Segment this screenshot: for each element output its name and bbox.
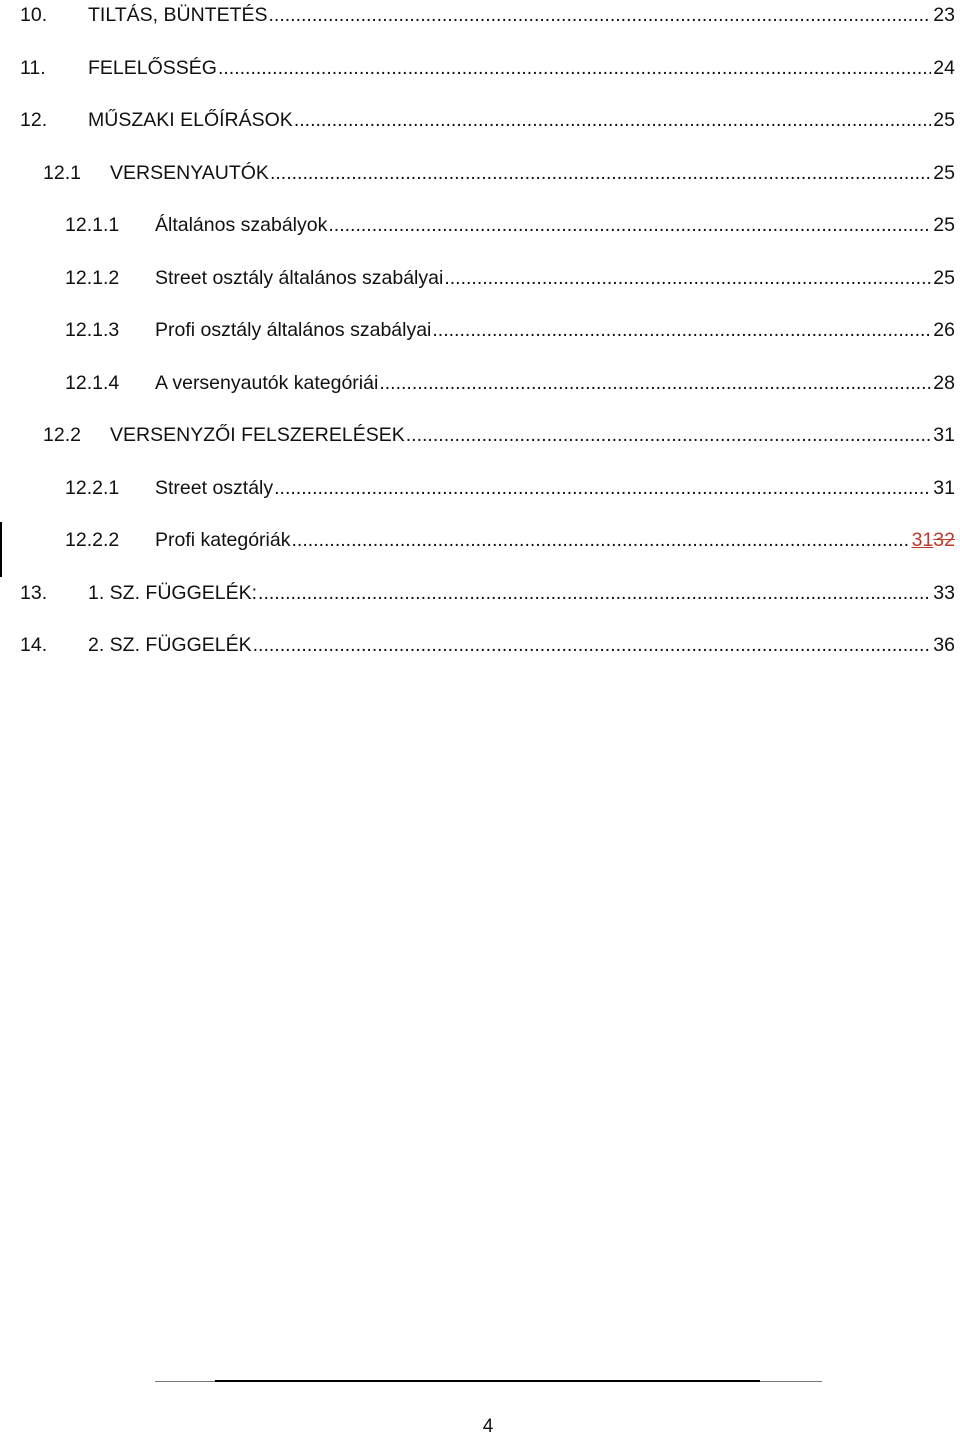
toc-entry-number: 12.2.2 [65,529,120,551]
toc-entry-page: 24 [933,57,955,79]
toc-entry-number: 12.1.3 [65,319,120,341]
toc-entry-12-1[interactable] [43,158,955,188]
toc-entry-page: 26 [933,319,955,341]
toc-entry-12-1-1[interactable] [65,210,955,240]
toc-entry-12-2-1[interactable] [65,473,955,503]
dot-leader [218,53,931,83]
toc-entry-title: Street osztály [155,477,274,499]
dot-leader [432,315,931,345]
toc-entry-number: 10. [20,4,48,26]
toc-entry-number: 12.1 [43,162,81,184]
toc-entry-page: 33 [933,582,955,604]
toc-entry-number: 12.2 [43,424,81,446]
toc-entry-page-revised [912,525,955,555]
inserted-page-number: 31 [911,529,934,551]
dot-leader [444,263,931,293]
dot-leader [270,158,931,188]
toc-entry-page: 36 [933,634,955,656]
toc-entry-number: 12. [20,109,48,131]
toc-entry-title: MŰSZAKI ELŐÍRÁSOK [88,109,293,131]
toc-entry-12-1-2[interactable] [65,263,955,293]
toc-entry-title: 1. SZ. FÜGGELÉK: [88,582,258,604]
toc-entry-page: 31 [933,477,955,499]
toc-entry-page: 25 [933,109,955,131]
toc-entry-number: 14. [20,634,48,656]
toc-entry-page: 31 [933,424,955,446]
dot-leader [294,105,931,135]
dot-leader [328,210,931,240]
dot-leader [379,368,931,398]
toc-entry-12-2-2[interactable] [65,525,955,555]
toc-entry-title: Profi osztály általános szabályai [155,319,432,341]
toc-entry-11[interactable] [20,53,955,83]
toc-entry-number: 12.1.1 [65,214,120,236]
toc-entry-page: 25 [933,214,955,236]
toc-entry-title: 2. SZ. FÜGGELÉK [88,634,252,656]
toc-entry-page: 23 [933,4,955,26]
toc-entry-page: 25 [933,162,955,184]
toc-entry-title: VERSENYAUTÓK [110,162,269,184]
toc-entry-page: 25 [933,267,955,289]
deleted-page-number: 32 [933,529,955,551]
toc-entry-title: A versenyautók kategóriái [155,372,379,394]
toc-entry-12-2[interactable] [43,420,955,450]
toc-entry-page: 28 [933,372,955,394]
toc-entry-title: TILTÁS, BÜNTETÉS [88,4,268,26]
toc-entry-13[interactable] [20,578,955,608]
toc-entry-title: FELELŐSSÉG [88,57,217,79]
toc-entry-14[interactable] [20,630,955,660]
dot-leader [258,578,931,608]
toc-entry-title: VERSENYZŐI FELSZERELÉSEK [110,424,405,446]
toc-entry-number: 12.1.4 [65,372,120,394]
toc-entry-12-1-3[interactable] [65,315,955,345]
dot-leader [274,473,931,503]
toc-entry-12[interactable] [20,105,955,135]
toc-entry-title: Általános szabályok [155,214,328,236]
toc-entry-number: 11. [20,57,46,79]
toc-entry-title: Street osztály általános szabályai [155,267,444,289]
toc-entry-number: 12.1.2 [65,267,120,289]
dot-leader [406,420,932,450]
page-number: 4 [482,1416,494,1437]
toc-entry-title: Profi kategóriák [155,529,291,551]
dot-leader [269,0,932,30]
toc-entry-number: 12.2.1 [65,477,120,499]
dot-leader [291,525,909,555]
toc-entry-12-1-4[interactable] [65,368,955,398]
toc-entry-10[interactable] [20,0,955,30]
dot-leader [253,630,932,660]
revision-change-bar [0,522,2,577]
toc-entry-number: 13. [20,582,48,604]
